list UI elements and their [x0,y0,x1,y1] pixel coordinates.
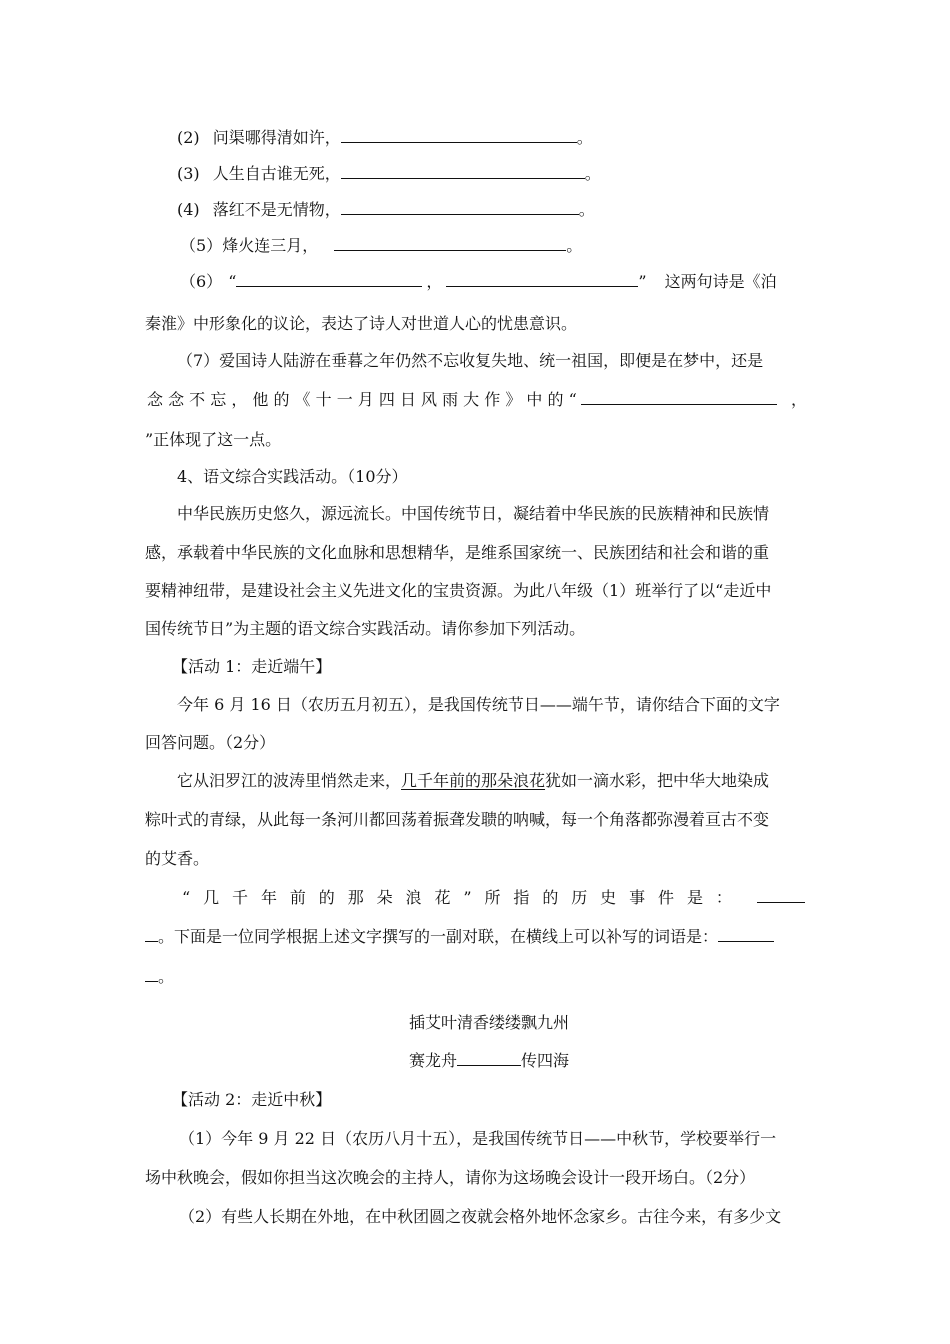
spaced-char: 他 [252,390,269,409]
passage-text: 它从汨罗江的波涛里悄然走来， [177,771,402,790]
spaced-char: 几 [203,888,220,907]
spaced-char: 风 [421,390,438,409]
recite-item-3 [177,163,601,185]
activity1-question-line1: 今年 6 月 16 日（农历五月初五），是我国传统节日——端午节，请你结合下面的文字 [177,695,780,714]
ask-blank-row [757,887,805,909]
spaced-char: 念 [168,390,185,409]
spaced-char: 中 [526,390,543,409]
spaced-char: 雨 [442,390,459,409]
spaced-char: 一 [336,390,353,409]
couplet-blank[interactable] [457,1050,521,1066]
spaced-char: 的 [273,390,290,409]
intro-line-3: 要精神纽带，是建设社会主义先进文化的宝贵资源。为此八年级（1）班举行了以“走近中 [145,581,772,600]
verse-prompt: 落红不是无情物， [212,200,341,219]
spaced-char: ， [231,390,248,409]
passage-text: 犹如一滴水彩，把中华大地染成 [545,771,770,790]
recite-item-7-blank-row [581,389,806,411]
spaced-char: ： [715,888,732,907]
verse-prompt: 问渠哪得清如许， [212,128,341,147]
item-number: (3) [177,164,200,183]
question-text: 这两句诗是《泊 [664,272,777,291]
spaced-char: 《 [294,390,311,409]
spaced-char: 前 [289,888,306,907]
spaced-char: 作 [484,390,501,409]
recite-item-7-line2 [147,389,577,411]
couplet-line-1: 插艾叶清香缕缕飘九州 [409,1013,570,1032]
spaced-char: 的 [318,888,335,907]
spaced-char: 大 [463,390,480,409]
spaced-char: ” [463,888,472,907]
recite-item-2 [177,127,593,149]
answer-blank[interactable] [581,389,777,405]
spaced-char: 的 [547,390,564,409]
answer-blank[interactable] [341,163,585,179]
answer-blank-1[interactable] [236,271,422,287]
activity1-question-line2: 回答问题。（2分） [145,733,276,752]
activity2-q1-line2: 场中秋晚会，假如你担当这次晚会的主持人，请你为这场晚会设计一段开场白。（2分） [145,1168,756,1187]
period: 。 [578,200,595,219]
ask-line3 [145,966,174,988]
answer-blank[interactable] [341,127,577,143]
verse-prompt: 烽火连三月， [222,236,319,255]
activity2-title: 【活动 2：走近中秋】 [172,1090,332,1109]
answer-blank-word[interactable] [718,926,774,942]
couplet-text: 传四海 [521,1051,570,1070]
recite-item-7-line3: ”正体现了这一点。 [145,430,282,449]
spaced-char: 四 [378,390,395,409]
spaced-char: 所 [484,888,501,907]
item-number: （6） [180,272,223,291]
item-number: （5） [180,236,223,255]
activity2-q2-line1: （2）有些人长期在外地，在中秋团圆之夜就会格外地怀念家乡。古往今来，有多少文 [179,1207,782,1226]
recite-item-6-line2: 秦淮》中形象化的议论，表达了诗人对世道人心的忧患意识。 [145,314,578,333]
period: 。 [576,128,593,147]
close-quote: ” [638,272,647,291]
intro-line-1: 中华民族历史悠久，源远流长。中国传统节日，凝结着中华民族的民族精神和民族情 [177,504,770,523]
verse-prompt: 人生自古谁无死， [212,164,341,183]
spaced-char: 历 [571,888,588,907]
answer-blank-word-cont[interactable] [145,966,158,982]
item-number: (2) [177,128,200,147]
spaced-char: 忘 [210,390,227,409]
spaced-char: 》 [505,390,522,409]
spaced-char: 念 [147,390,164,409]
open-quote: “ [228,272,237,291]
spaced-char: 的 [542,888,559,907]
spaced-char: “ [568,390,577,409]
period: 。 [566,236,583,255]
spaced-char: 花 [434,888,451,907]
spaced-char: 千 [232,888,249,907]
spaced-char: 十 [315,390,332,409]
activity2-q1-line1: （1）今年 9 月 22 日（农历八月十五），是我国传统节日——中秋节，学校要举行一 [179,1129,777,1148]
item-number: (4) [177,200,200,219]
ask-text: 。下面是一位同学根据上述文字撰写的一副对联，在横线上可以补写的词语是： [158,927,719,946]
spaced-char: 是 [686,888,703,907]
intro-line-2: 感，承载着中华民族的文化血脉和思想精华，是维系国家统一、民族团结和社会和谐的重 [145,543,770,562]
activity1-title: 【活动 1：走近端午】 [172,657,332,676]
spaced-char: 不 [189,390,206,409]
answer-blank-2[interactable] [446,271,638,287]
spaced-char: “ [182,888,191,907]
spaced-char: 件 [658,888,675,907]
couplet-line-2 [409,1050,569,1072]
period: 。 [158,967,175,986]
spaced-char: 月 [357,390,374,409]
spaced-char: 浪 [405,888,422,907]
spaced-char: 史 [600,888,617,907]
passage-line1 [177,770,769,792]
recite-item-7-line1: （7）爱国诗人陆游在垂暮之年仍然不忘收复失地、统一祖国，即便是在梦中，还是 [177,351,764,370]
recite-item-6 [180,271,777,293]
spaced-char: 事 [629,888,646,907]
period: 。 [584,164,601,183]
answer-blank-event-cont[interactable] [145,926,158,942]
comma: ， [426,272,443,291]
answer-blank-event[interactable] [757,887,805,903]
spaced-char: 指 [513,888,530,907]
passage-line3: 的艾香。 [145,849,210,868]
ask-line1 [182,887,732,909]
ask-line2 [145,926,774,948]
underlined-phrase: 几千年前的那朵浪花 [401,771,546,790]
spaced-char: 日 [399,390,416,409]
answer-blank[interactable] [341,199,579,215]
answer-blank[interactable] [334,235,566,251]
spaced-char: 年 [260,888,277,907]
recite-item-5 [180,235,582,257]
comma: ， [791,390,808,409]
intro-line-4: 国传统节日”为主题的语文综合实践活动。请你参加下列活动。 [145,619,586,638]
spaced-char: 那 [347,888,364,907]
section-heading: 4、语文综合实践活动。（10分） [177,467,408,486]
recite-item-4 [177,199,595,221]
couplet-text: 赛龙舟 [409,1051,458,1070]
passage-line2: 粽叶式的青绿，从此每一条河川都回荡着振聋发聩的呐喊，每一个角落都弥漫着亘古不变 [145,810,770,829]
spaced-char: 朵 [376,888,393,907]
